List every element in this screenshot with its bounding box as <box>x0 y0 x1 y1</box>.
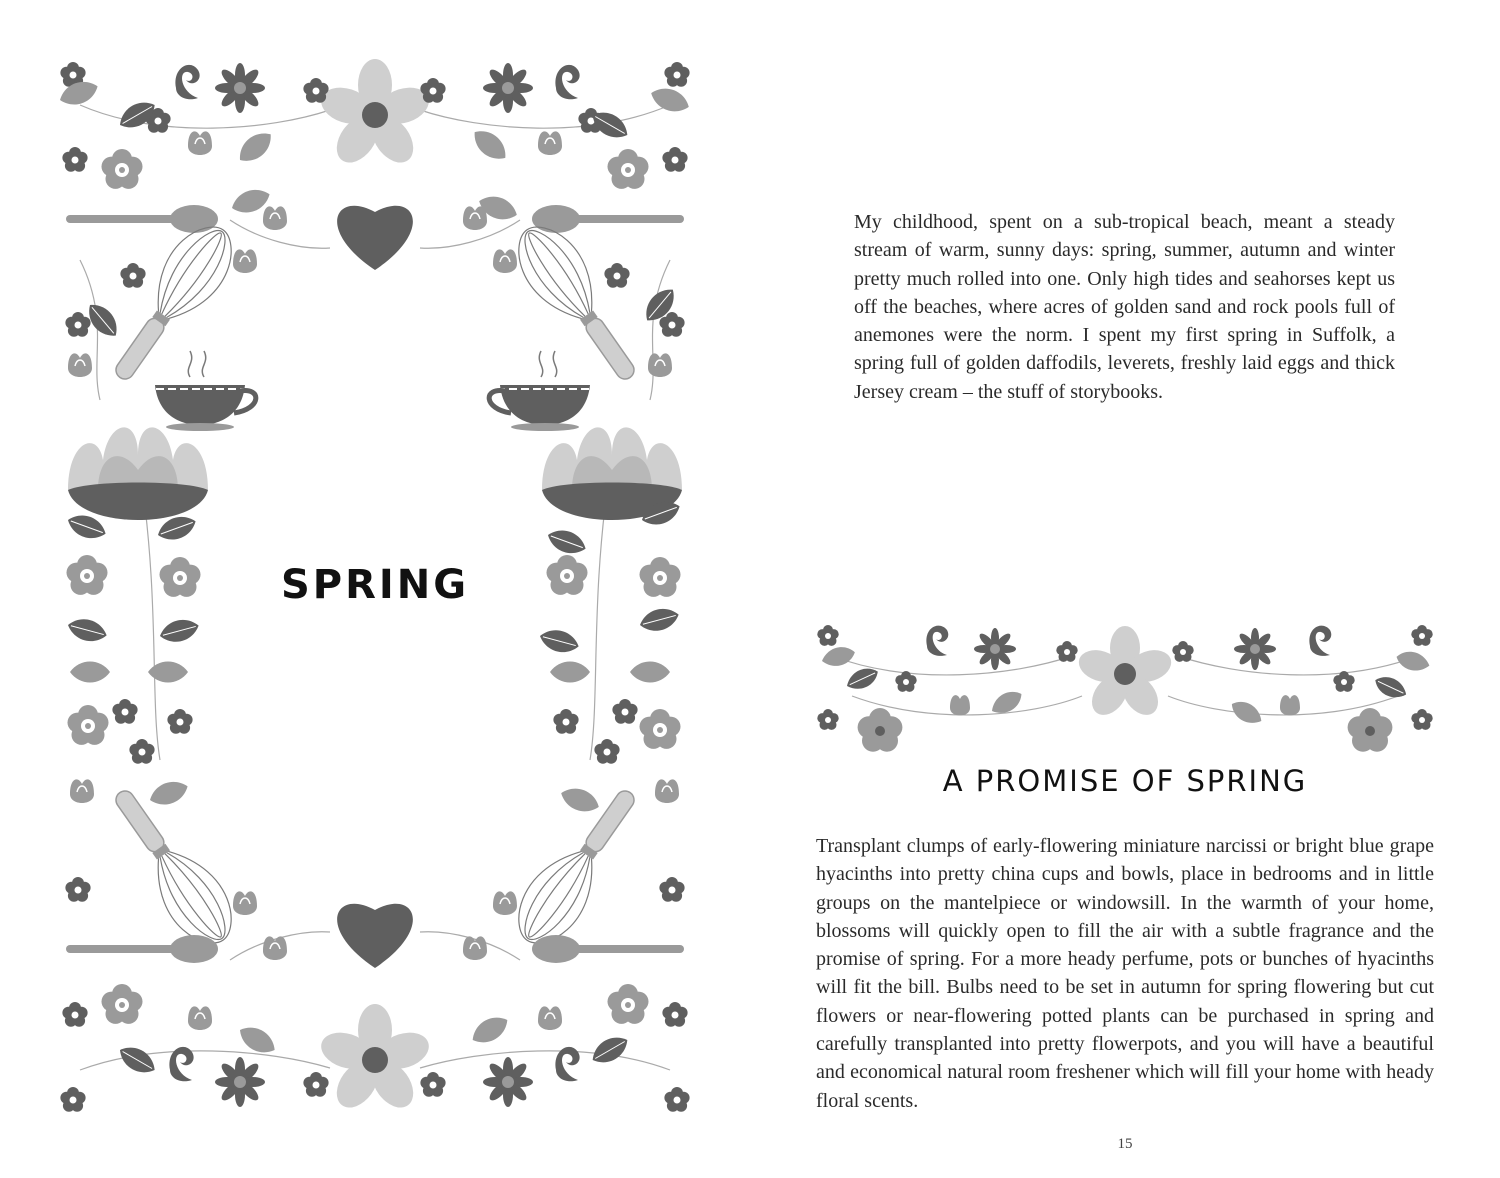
floral-garland-divider <box>812 616 1438 756</box>
page-number: 15 <box>1117 1136 1133 1152</box>
body-paragraph: Transplant clumps of early-flowering miniature narcissi or bright blue grape hyacinths into pretty china cups and bowls, place in bedrooms and in little groups on the mantelpiece or windowsill. In the warmth of your home, blossoms will quickly open to fill the air with a subtle fragrance and the promise of spring. For a more heady perfume, pots or bunches of hyacinths will fit the bill. Bulbs need to be set in autumn for spring flowering but cut flowers or near-flowering potted plants can be purchased in spring and carefully transplanted into pretty flowerpots, and you will have a beautiful and economical natural room freshener which will fill your home with heady floral scents. <box>816 835 1434 1112</box>
section-title: A PROMISE OF SPRING <box>942 764 1308 798</box>
chapter-title: SPRING <box>280 562 470 608</box>
right-page <box>750 0 1500 1178</box>
intro-paragraph: My childhood, spent on a sub-tropical beach, meant a steady stream of warm, sunny days: spring, summer, autumn and winter pretty much rolled into one. Only high tides and seahorses kept us off the beaches, where acres of golden sand and rock pools full of anemones were the norm. I spent my first spring in Suffolk, a spring full of golden daffodils, leverets, freshly laid eggs and thick Jersey cream – the stuff of storybooks. <box>854 211 1395 403</box>
